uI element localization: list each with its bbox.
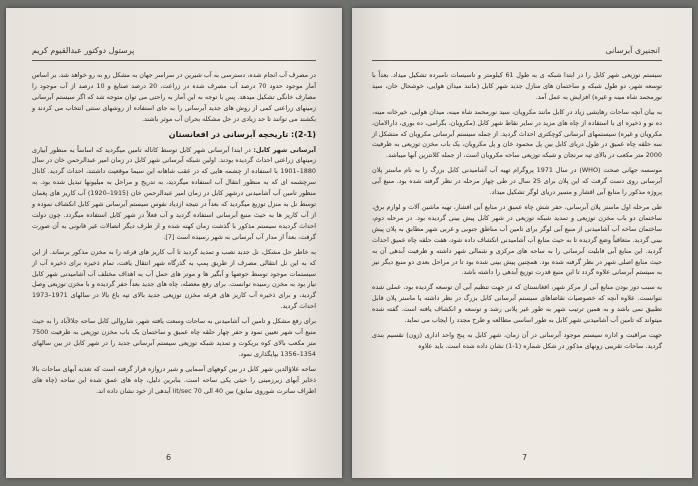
left-paragraph-4: برای رفع مشکل و تامین آب آشامیدنی به ساحات وسعت یافته شهر، شاروالی کابل ساحه جلالآباد را به حیث منبع آب شهر تعیین نمود و حفر چهار حلقه چاه عمیق و ساختمان یک باب مخزن توزیعی به ظرفیت 7500 متر مکعب بالای کوه بریکوت و تمدید شبکه توزیعی سیستم آبرسانی جدید را در شهر کابل در بین سالهای 1354–1356 بپایگذاری نمود.: [32, 317, 316, 358]
right-running-head: انجنیری آبرسانی: [605, 46, 660, 55]
left-paragraph-2-text: در ابتدا آبرسانی شهر کابل توسط کاناله تامین میگردید که اساساً به منظور آبیاری زمینهای زراعتی احداث گردیده بودند. اولین شبکه آبرسانی شهر کابل در زمان امیر عبدالرحمن خان در سال 1880–1901 با استفاده از چشمه هایی که در عقب شاهانه این سیما موقعیت داشتند، احداث گردید. کانال سرچشمه ای که به منظور انتقال آب استفاده میگردید، به تدریج و مراحل به میلیونها تبدیل شده بود. به منظور تامین آب آشامیدنی درشهر کابل در زمان امیر عبدالرحمن خان (1915–1920) آب کاریز های پغمان توسط نل به منزل توزیع میگردید که بعداً در نتیجه ازدیاد نفوس سیستم آبرسانی شهر کابل انکشاف نموده و از آب کاریز ها به حیث منبع آبرسانی استفاده گردید و آب فعلاً در شهر کابل استفاده میگردد. چون دولت احداث گردیده سیستم مذکور با گذشت زمان کهنه شده و از طرف دیگر اتصالات غیر قانونی به آن صورت گرفت، بعداً از مدار آب آبرسانی به شهر رسیده است [7].: [32, 145, 316, 241]
left-paragraph-5: ساحه علاؤالدین شهر کابل در بین کوههای آسمایی و شیر دروازه قرار گرفته است که تغذیه آبهای ساحات بالا ذخایر آبهای زیرزمینی را حیثی یکی ساحه است. بنابرین دلیل، چاه های عمق شده این ساحه (چاه های اطراف ساترت شوروی سابق) بین 40 الی 70 lit/sec آبدهی از خود نشان داده اند.: [32, 364, 316, 395]
left-page-number: 6: [166, 453, 172, 462]
left-body-text: [32, 70, 316, 400]
right-paragraph-6: جهت مراقبت و اداره سیستم موجود آبرسانی در آن زمان، شهر کابل به پنج واحد اداری (زون) تقسیم بندی گردید. ساحات تقریبی زونهای مذکور در شکل شماره (1-1) نشان داده شده است. باید علاوه: [372, 330, 662, 350]
right-page-number: 7: [522, 453, 528, 462]
left-paragraph-1: در مصرف آب انجام شده، دسترسی به آب شیرین در سراسر جهان به مشکل رو به رو خواهد شد. بر اساس آمار موجود حدود 70 درصد آب مصرف شده در زراعت، 20 درصد صنایع و 10 درصد از آب موجود را مصارف خانگی تشکیل میدهد. پس با توجه به این آمار به راحتی می توان متوجه شد که اگر سیستم آبرسانی زمینهای زراعتی کمی از روش های جدید آبرسانی را به جای استفاده از روشهای سنتی انتخاب می کردند و بکشند می توانند تا حد زیادی در حل مشکله بحران آب موثر باشند.: [32, 71, 316, 123]
right-paragraph-3: موسسه جهانی صحت (WHO) در سال 1971 پروگرام تهیه آب آشامیدنی کابل بزرگ را به نام ماستر پلان آبرسانی روی دست گرفت که این پلان برای 25 سال در طی چهار مرحله در نظر گرفته شده بود. منبع آبی پروژه مذکور را منابع آبی افشار و مسیر دریای لوگر تشکیل میداد.: [372, 166, 662, 197]
right-paragraph-1: سیستم توزیعی شهر کابل را در ابتدا شبکه ی به طول 61 کیلومتر و تاسیسات نامبرده تشکیل میداد. بعداً با توسعه شهر، دو طول شبکه و ساختمان های منازل جدید شهر کابل (مانند میدان هوایی، خوشحال خان، سید نورمحمد شاه مینه و غیره) افزایش به عمل آمد.: [372, 71, 662, 101]
left-paragraph-2: [32, 145, 316, 243]
section-heading: (2-1): تاریخچه آبرسانی در افغانستان: [168, 129, 316, 139]
right-header-rule: [372, 60, 662, 61]
left-page: [6, 8, 342, 478]
right-page: [352, 8, 692, 478]
right-paragraph-4: طی مرحله اول ماستر پلان آبرسانی، حفر شش چاه عمیق در منابع آبی افشار، تهیه ماشین آلات و لوازم برق، ساختمان دو باب مخزن توزیعی و تمدید شبکه توزیعی در شهر کابل پیش بینی گردیده بود. در مرحله دوم، ساختمان ساحه آب آشامیدنی از منبع آبی لوگر برای تامین آب مناطق جنوبی و غربی شهر مطابق به پلان پیش بینی گردید. متعاقباً وضع گردیده تا به حیث منابع آب آشامیدنی انکشاف داده شود، هفت حلقه چاه عمیق احداث گردید. این منابع آبی قابلیت آبرسانی را به ساحه های مرکزی و شمالی شهر داشته و ظرفیت آبدهی آن به حیث منابع اصلی شهر در نظر گرفته شده بود. همچنین پیش بینی شده بود تا در مراحل بعدی دو منبع دیگر نیز به سیستم آبرسانی علاوه گردد تا این منبع قدرت توزیع آبدهی را داشته باشد.: [372, 202, 662, 277]
left-header-rule: [32, 60, 316, 61]
right-paragraph-5: به سبب دور بودن منابع آبی از مرکز شهر، افغانستان که در جهت تنظیم آبی آن توسعه گردیده بود، عملی شده نتوانست. علاوه آنچه که خصوصیات تقاضاهای سیستم آبرسانی کابل بزرگ در نظر داشته یا ماستر پلان قابل تطبیق نمی باشد و به همین ترتیب شهر به طور غیر پلانی رشد و توسعه و انکشاف یافته است. گفته شده میتواند که تامین آب آشامیدنی شهر کابل به طور اساسی مطالعه و طرح مجدد را ایجاب می نماید.: [372, 283, 662, 325]
left-paragraph-3: به خاطر حل مشکل، نل جدید نصب و تمدید گردید تا آب کاریز های قرغه را به مخزن مذکور برساند. از این که به این نل انتقالی مصرف از طریق پمپ به گذرگاه شهر انتقال یافت، تمام ذخیره برای ذخیره آب از سیستمات موجود توسط حوضها و آبگیر ها و موتر های حمل آب به اهداف مختلف آب آشامیدنی شهر کابل نیاز بود به مخزن رسیده توانست. برای رفع معضله، چاه های جدید بعداً حفر گردیده و با مخزن توزیعی وصل گردید، و برای ذخیره آب کاریز های قرغه مخزن توزیعی جدید بالای تپه باغ بالا در سالهای 1971–1973 احداث گردید.: [32, 247, 316, 311]
right-paragraph-2: به بیان آنچه ساحات رهایشی زیاد در کابل مانند مکرویان، سید نورمحمد شاه مینه، میدان هوایی، خیرخانه مینه، ده نو و ذخیره ای با استفاده از چاه های مزید در سایر نقاط شهر کابل (مکرویان، بگرامی، ده بوری، دارالامان، مکرویان و غیره) سیستمهای آبرسانی کوچکتری احداث گردید. از جمله سیستم آبرسانی مکرویان که متشکل از سه حلقه چاه عمیق در طول دریای کابل بین پل محمود خان و پل مکرویان، یک باب مخزن توزیعی به ظرفیت 2000 متر مکعب در بالای تپه مرنجان و شبکه توزیعی ساحه مکرویان است، از جمله کلانترین آنها میباشد.: [372, 107, 662, 160]
right-body-text: [372, 70, 662, 356]
left-running-head: پرستول دوکتور عبدالقیوم کریم: [32, 46, 135, 55]
paragraph-lead-term: آبرسانی شهر کابل:: [253, 145, 316, 154]
